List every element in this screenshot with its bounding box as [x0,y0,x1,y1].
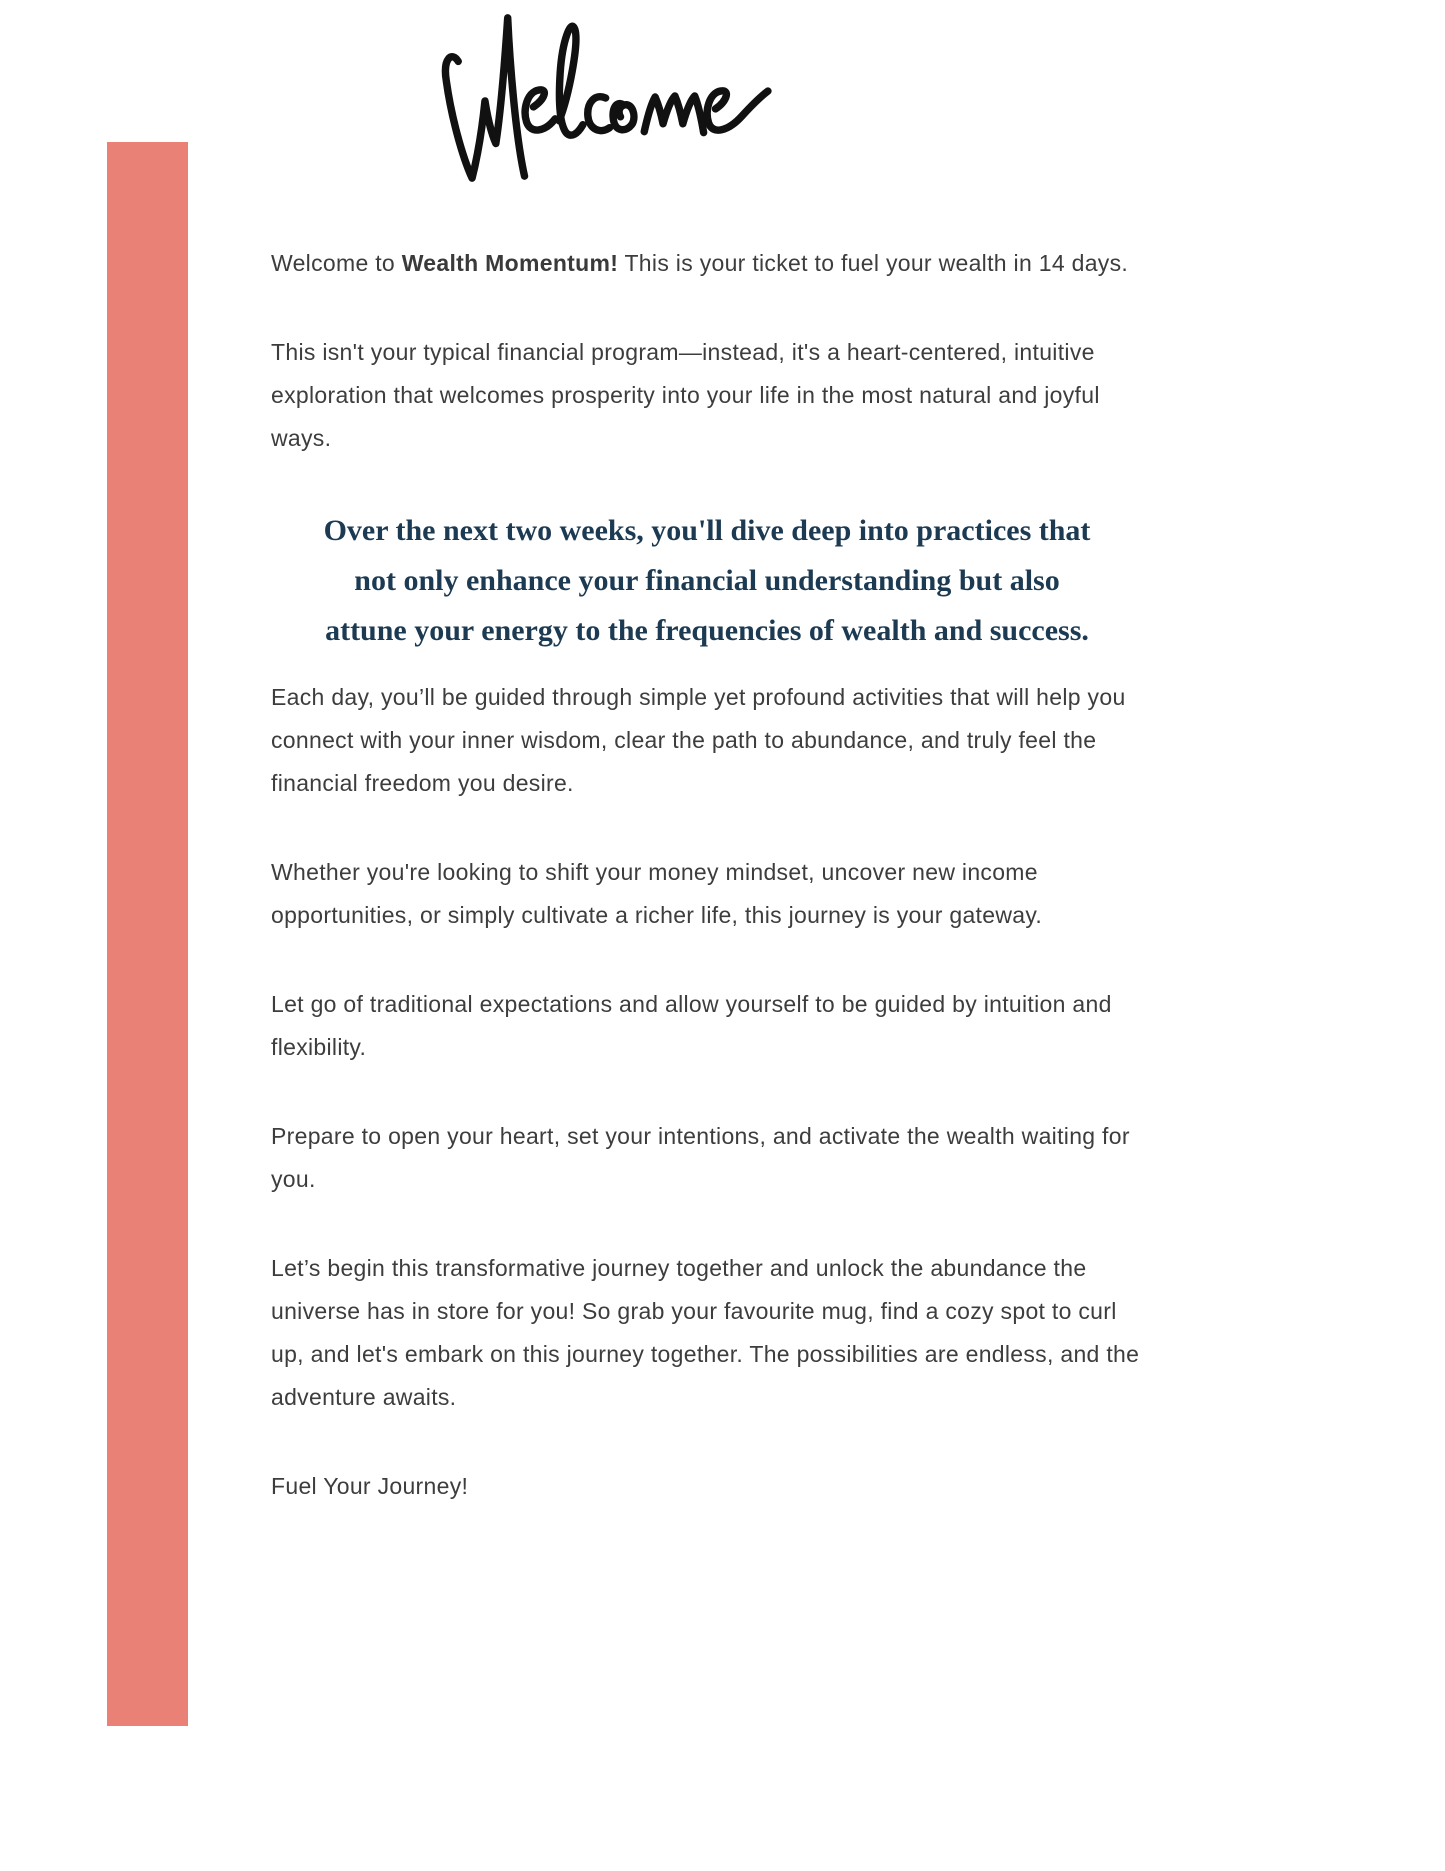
closing-line: Fuel Your Journey! [271,1473,469,1499]
section-heading [271,506,1143,656]
intro-suffix: This is your ticket to fuel your wealth in 14 days. [618,250,1129,276]
handwritten-welcome-icon [418,4,823,192]
intro-paragraph [271,242,1143,285]
program-name: Wealth Momentum! [401,250,619,276]
paragraph: Whether you're looking to shift your money mindset, uncover new income opportunities, or simply cultivate a richer life, this journey is your gateway. [271,859,1043,928]
heading-line: attune your energy to the frequencies of wealth and success. [325,614,1089,647]
paragraph: Let go of traditional expectations and allow yourself to be guided by intuition and flexibility. [271,991,1112,1060]
paragraph: Prepare to open your heart, set your intentions, and activate the wealth waiting for you. [271,1123,1130,1192]
paragraph: This isn't your typical financial program—instead, it's a heart-centered, intuitive exploration that welcomes prosperity into your life in the most natural and joyful ways. [271,339,1100,451]
page-body [271,242,1143,1508]
welcome-script-title [418,4,823,192]
paragraph: Each day, you’ll be guided through simple yet profound activities that will help you connect with your inner wisdom, clear the path to abundance, and truly feel the financial freedom you desire. [271,684,1126,796]
heading-line: not only enhance your financial understanding but also [354,564,1060,597]
coral-accent-bar [107,142,188,1726]
intro-prefix: Welcome to [271,250,402,276]
paragraph: Let’s begin this transformative journey together and unlock the abundance the universe has in store for you! So grab your favourite mug, find a cozy spot to curl up, and let's embark on this journey together. The possibilities are endless, and the adventure awaits. [271,1255,1140,1410]
heading-line: Over the next two weeks, you'll dive deep into practices that [323,514,1091,547]
